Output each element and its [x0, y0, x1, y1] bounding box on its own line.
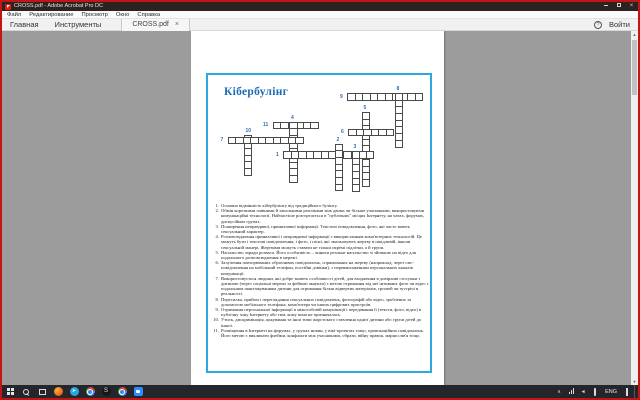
- pdf-page: [191, 31, 444, 385]
- speaker-icon[interactable]: ◄: [580, 388, 586, 395]
- clue-text: Пересилка, прийом і переглядання сексуальних повідомлень, фотографій або відео, зроблених за допомогою мобільного телефона, комп'ютера чи інших цифрових пристроїв.: [221, 296, 411, 307]
- title-bar: [2, 2, 638, 11]
- clue-number: 10.: [213, 317, 219, 323]
- action-center-icon[interactable]: [622, 389, 632, 395]
- tab-home[interactable]: Главная: [10, 19, 39, 29]
- crossword-title: Кібербулінг: [224, 86, 289, 98]
- start-button[interactable]: [2, 385, 18, 398]
- clue-text: Використовується людьми, які добре знають особливості дітей, для входження в довірливі стосунки з дитиною (через соціальні мережі та фейкові акаунти) з метою отримання від неї інтимних фото чи відео з подальшим шантажуванням дитини для отримання більш відвертих матеріалів, грошей чи зустрічі в реальності.: [221, 275, 429, 297]
- menu-help[interactable]: Справка: [137, 11, 161, 18]
- clue-item: [212, 297, 433, 307]
- crossword-cell: [352, 184, 361, 192]
- language-indicator[interactable]: ENG: [605, 388, 617, 395]
- window-controls: [599, 2, 638, 11]
- clue-number: 6.: [215, 260, 219, 266]
- skype-icon: S: [102, 387, 111, 396]
- chrome-icon: [86, 387, 95, 396]
- document-tab-label: CROSS.pdf: [132, 21, 169, 28]
- crossword-cell: [310, 122, 319, 130]
- crossword-number-5: 5: [363, 105, 367, 111]
- search-icon: [23, 389, 29, 395]
- clue-text: Обмін короткими гнівними й запальними репліками між двома чи більше учасниками, використовуючи комунікаційні технології. Найчастіше розгортається в "публічних" місцях Інтернету, на чатах, форумах, дискусійних групах.: [221, 208, 425, 224]
- crossword-number-6: 6: [341, 129, 344, 135]
- clue-text: Розміщення в Інтернеті на форумах, у групах новин, у вікі-проектах тощо, провокаційних повідомлень. Його метою є викликати флейми, конфлікти між учасниками, образи, війну правок, марнослів'я тощо.: [221, 327, 424, 339]
- clue-number: 5.: [215, 249, 219, 255]
- clue-number: 8.: [215, 296, 219, 302]
- clue-text: Насильство заради розваги. Його особливість – чинити реальне насильство зі зйомкою на відео для подальшого розповсюдження в мережі.: [221, 249, 416, 261]
- crossword-cell: [335, 184, 344, 192]
- minimize-icon: [604, 5, 608, 6]
- clue-item: [212, 224, 433, 234]
- crossword-number-1: 1: [276, 151, 279, 158]
- firefox-icon: [54, 387, 63, 396]
- signin-button[interactable]: Войти: [609, 20, 630, 29]
- clue-number: 9.: [215, 307, 219, 313]
- windows-logo-icon: [7, 388, 14, 395]
- scroll-down-icon[interactable]: ▼: [632, 379, 637, 384]
- network-icon[interactable]: [566, 388, 576, 396]
- clue-item: [212, 307, 433, 317]
- crossword-number-3: 3: [353, 144, 357, 150]
- taskbar: [2, 385, 638, 398]
- maximize-button[interactable]: [612, 2, 625, 11]
- crossword-word-7-across: [228, 137, 304, 145]
- window-title: CROSS.pdf - Adobe Acrobat Pro DC: [14, 3, 103, 9]
- maximize-icon: [617, 3, 621, 7]
- taskbar-app-chrome-2[interactable]: [114, 385, 130, 398]
- telegram-icon: ➤: [70, 387, 79, 396]
- crossword-word-3-down: [352, 151, 361, 192]
- clue-item: [212, 260, 433, 276]
- crossword-cell: [244, 168, 253, 176]
- menu-window[interactable]: Окно: [115, 11, 130, 18]
- clue-number: 3.: [215, 223, 219, 229]
- crossword-cell: [295, 137, 304, 145]
- document-tab[interactable]: [121, 19, 190, 31]
- crossword-word-2-down: [335, 144, 344, 192]
- clue-text: Отримання персональної інформації в міжособовій комунікації і передавання її (тексти, фото, відео) в публічну зону Інтернету або тим, кому вона не призначалась.: [221, 307, 422, 318]
- clue-number: 4.: [215, 234, 219, 240]
- battery-icon[interactable]: [590, 389, 600, 395]
- taskbar-app-chrome[interactable]: [82, 385, 98, 398]
- scroll-up-icon[interactable]: ▲: [632, 32, 637, 37]
- tray-chevron-up-icon[interactable]: ∧: [557, 388, 561, 395]
- crossword-word-5-down: [362, 112, 371, 187]
- clue-number: 1.: [215, 203, 219, 208]
- taskbar-app-firefox[interactable]: [50, 385, 66, 398]
- crossword-number-2: 2: [336, 136, 340, 143]
- clue-item: [212, 317, 433, 327]
- help-icon[interactable]: ?: [594, 21, 602, 29]
- clue-item: [212, 276, 433, 297]
- crossword-cell: [366, 151, 375, 159]
- clue-text: Розповсюдження принизливої і неправдивої інформації з використанням комп'ютерних технологій. Це можуть бути і текстові повідомлення, і фото, і пісні, які змальовують жертву в шкідливій, інколи сексуальній манері. Жертвами можуть ставати не тільки окремі підлітки, а й групи.: [221, 234, 422, 250]
- clue-text: Основна відмінність кібербулінгу від традиційного булінгу.: [221, 203, 338, 208]
- crossword-cell: [289, 175, 298, 183]
- task-view-icon: [39, 389, 46, 395]
- taskbar-app-telegram[interactable]: [66, 385, 82, 398]
- clue-number: 2.: [215, 208, 219, 214]
- scrollbar-thumb[interactable]: [632, 40, 637, 95]
- crossword-cell: [362, 179, 371, 187]
- menu-file[interactable]: Файл: [7, 11, 22, 18]
- taskbar-search-button[interactable]: [18, 385, 34, 398]
- clue-number: 7.: [215, 275, 219, 281]
- taskbar-app-skype[interactable]: [98, 385, 114, 398]
- tab-bar: [2, 19, 638, 31]
- minimize-button[interactable]: [599, 2, 612, 11]
- clue-number: 11.: [213, 327, 219, 333]
- clue-list: [212, 203, 433, 338]
- tab-close-icon[interactable]: ×: [174, 20, 179, 28]
- crossword-cell: [395, 140, 404, 148]
- taskbar-app-zoom[interactable]: [130, 385, 146, 398]
- vertical-scrollbar[interactable]: [631, 31, 638, 385]
- crossword-number-7: 7: [220, 137, 224, 143]
- crossword-number-4: 4: [291, 114, 294, 121]
- system-tray: [554, 385, 638, 398]
- clue-item: [212, 208, 433, 224]
- crossword-number-8: 8: [396, 86, 400, 92]
- close-button[interactable]: ×: [629, 3, 634, 9]
- clue-text: Утиск, дискримінація, цькування та інші типи жорстокого ставлення однієї дитини або групи дітей до іншої.: [221, 317, 422, 328]
- zoom-app-icon: [134, 387, 143, 396]
- menu-view[interactable]: Просмотр: [81, 11, 108, 18]
- crossword-word-6-across: [348, 129, 394, 137]
- chrome-icon: [118, 387, 127, 396]
- task-view-button[interactable]: [34, 385, 50, 398]
- clue-item: [212, 234, 433, 250]
- menu-edit[interactable]: Редактирование: [29, 11, 74, 18]
- clue-item: [212, 250, 433, 260]
- crossword-cell: [386, 129, 395, 137]
- crossword-cell: [415, 93, 424, 101]
- clue-text: Залучення повторюваних образливих повідомлень, спрямованих на жертву (наприклад, через смс-повідомлення на мобільний телефон, постійні дзвінки), з перевантаженням персональних каналів комунікації.: [221, 260, 414, 276]
- tabbar-right: [594, 20, 638, 29]
- show-desktop-button[interactable]: [634, 385, 636, 398]
- crossword-word-8-down: [395, 93, 404, 148]
- clue-item: [212, 328, 433, 338]
- crossword-number-10: 10: [245, 127, 252, 134]
- clue-text: Поширення неправдивої, принизливої інформації. Текстові повідомлення, фото, які часто мають сексуальний характер.: [221, 223, 410, 235]
- acrobat-app-icon: [5, 4, 11, 10]
- tab-tools[interactable]: Инструменты: [54, 19, 102, 29]
- crossword-word-9-across: [347, 93, 423, 101]
- crossword-number-11: 11: [263, 122, 269, 128]
- crossword-number-9: 9: [340, 93, 343, 100]
- crossword-word-1-across: [283, 151, 374, 159]
